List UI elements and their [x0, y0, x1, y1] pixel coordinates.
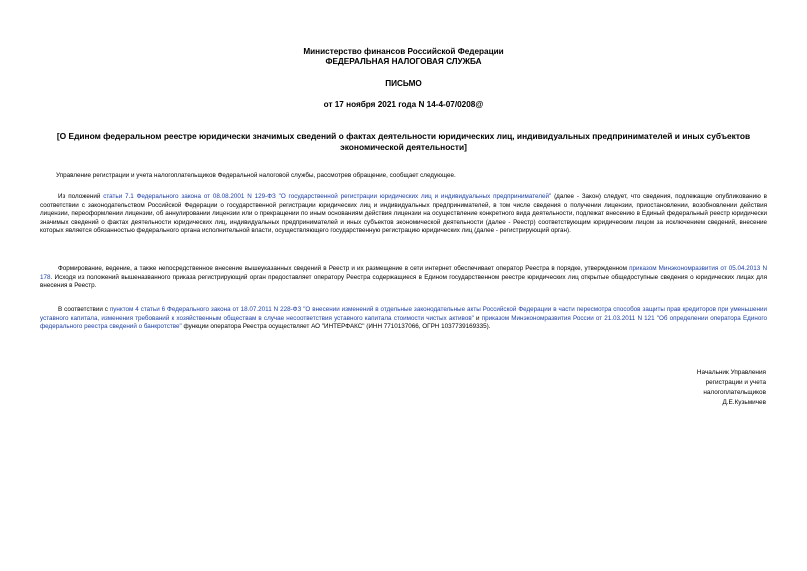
paragraph-3-mid: и: [473, 314, 482, 322]
law-228-link[interactable]: пунктом 4 статьи 6 Федерального закона от 18.07.2011 N 228-ФЗ "О внесении изменений в отдельные законодательные акты Российской Федерации в части пересмотра способов защиты прав кредиторов при уменьшении уставного капитала, изменения требований к хозяйственным обществам в случае несоответствия уставного капитала стоимости чистых активов": [40, 306, 767, 322]
paragraph-1-pre: Из положений: [58, 193, 104, 200]
paragraph-2-post: . Исходя из положений вышеназванного приказа регистрирующий орган предоставляет оператору Реестра содержащиеся в Едином государственном реестре юридических лиц открытые общедоступные сведения о юридических лицах для внесения в Реестр.: [40, 273, 767, 290]
signature-block: [606, 368, 766, 408]
paragraph-3-post: функции оператора Реестра осуществляет АО "ИНТЕРФАКС" (ИНН 7710137066, ОГРН 1037739169335).: [181, 323, 491, 331]
document-date-number: от 17 ноября 2021 года N 14-4-07/0208@: [323, 100, 484, 109]
order-178-link[interactable]: приказом Минэкономразвития от 05.04.2013 N 178: [40, 265, 767, 281]
paragraph-2-pre: Формирование, ведение, а также непосредственное внесение вышеуказанных сведений в Реестр и их размещение в сети интернет обеспечивает оператор Реестра в порядке, утвержденном: [58, 265, 630, 272]
paragraph-2: [40, 265, 767, 291]
ministry-name: Министерство финансов Российской Федерации: [303, 47, 504, 56]
signer-position-line2: регистрации и учета: [705, 379, 766, 386]
order-121-link[interactable]: приказом Минэкономразвития России от 21.03.2011 N 121 "Об определении оператора Единого федерального реестра сведений о банкротстве": [40, 314, 767, 331]
paragraph-3-pre: В соответствии с: [58, 306, 110, 313]
service-name: ФЕДЕРАЛЬНАЯ НАЛОГОВАЯ СЛУЖБА: [325, 57, 482, 66]
signer-name: Д.Е.Кузьмичев: [722, 399, 766, 406]
paragraph-1: [40, 193, 767, 236]
document-type: ПИСЬМО: [385, 79, 422, 88]
intro-paragraph: Управление регистрации и учета налогоплательщиков Федеральной налоговой службы, рассмотрев обращение, сообщает следующее.: [56, 172, 456, 179]
law-129-link[interactable]: статьи 7.1 Федерального закона от 08.08.2001 N 129-ФЗ "О государственной регистрации юридических лиц и индивидуальных предпринимателей": [103, 193, 552, 200]
document-subject: [О Едином федеральном реестре юридически значимых сведений о фактах деятельности юридических лиц, индивидуальных предпринимателей и иных субъектов экономической деятельности]: [56, 131, 751, 152]
paragraph-1-post: (далее - Закон) следует, что сведения, подлежащие опубликованию в соответствии с законодательством Российской Федерации о государственной регистрации юридических лиц и индивидуальных предпринимателей, в том числе сведения о получении лицензии, приостановлении, возобновлении действия лицензии, переоформлении лицензии, об аннулировании лицензии или о прекращении по иным основаниям действия лицензии на осуществление конкретного вида деятельности, подлежат внесению в Единый федеральный реестр юридически значимых сведений о фактах деятельности юридических лиц, индивидуальных предпринимателей и иных субъектов экономической деятельности (далее - Реестр) соответствующим юридическим лицом за исключением сведений, внесение которых является обязанностью федерального органа исполнительной власти, осуществляющего государственную регистрацию юридических лиц (далее - регистрирующий орган).: [40, 193, 767, 235]
signer-position-line1: Начальник Управления: [696, 369, 766, 376]
paragraph-3: [40, 306, 767, 332]
signer-position-line3: налогоплательщиков: [703, 389, 766, 396]
